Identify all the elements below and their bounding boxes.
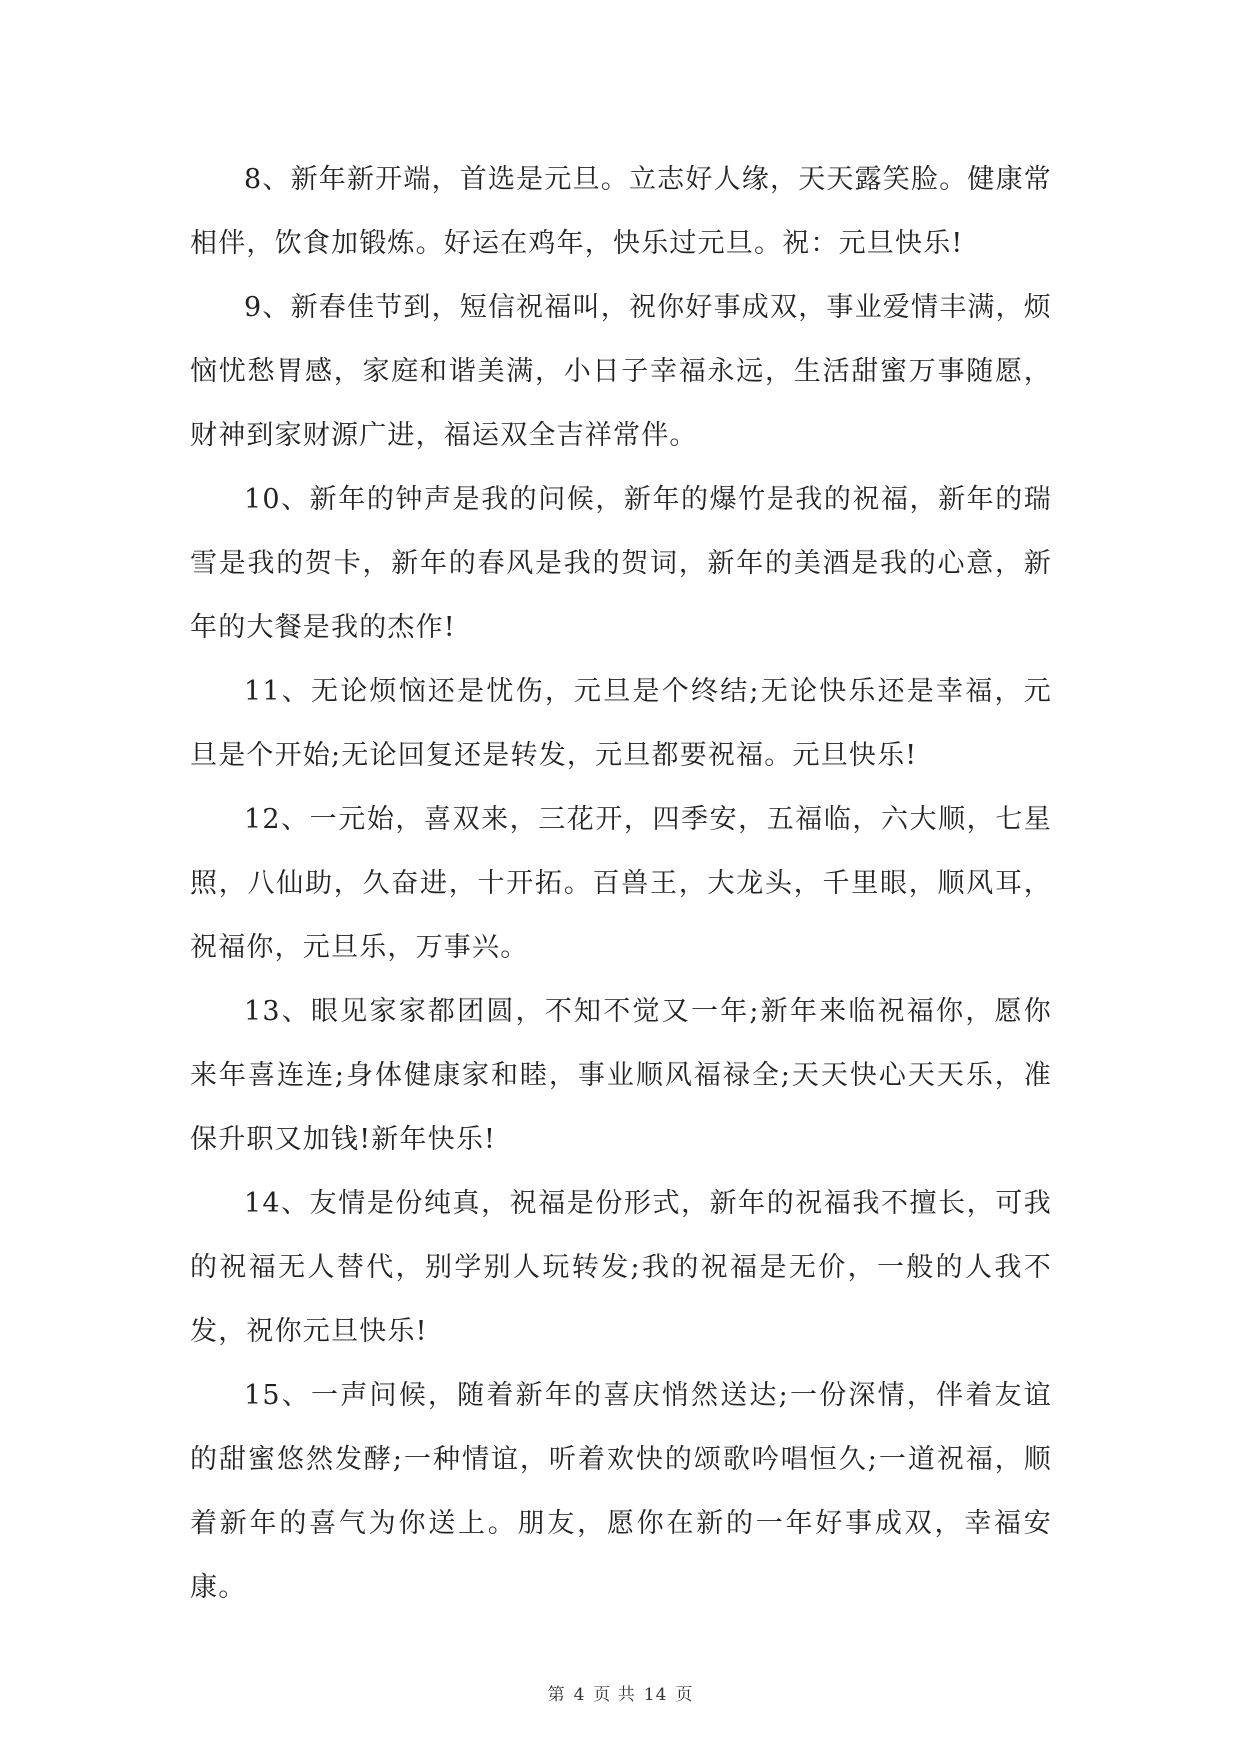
paragraph-13: 13、眼见家家都团圆，不知不觉又一年;新年来临祝福你，愿你来年喜连连;身体健康家和睦，事业顺风福禄全;天天快心天天乐，准保升职又加钱!新年快乐! [190,996,1052,1155]
footer-total-pages: 14 [643,1685,668,1705]
page-footer [0,1680,1241,1705]
paragraph-11: 11、无论烦恼还是忧伤，元旦是个终结;无论快乐还是幸福，元旦是个开始;无论回复还是转发，元旦都要祝福。元旦快乐! [190,676,1052,771]
footer-page-suffix: 页 [675,1685,694,1705]
footer-page-prefix: 第 [547,1685,566,1705]
paragraph-10: 10、新年的钟声是我的问候，新年的爆竹是我的祝福，新年的瑞雪是我的贺卡，新年的春风是我的贺词，新年的美酒是我的心意，新年的大餐是我的杰作! [190,484,1052,643]
paragraph-12: 12、一元始，喜双来，三花开，四季安，五福临，六大顺，七星照，八仙助，久奋进，十开拓。百兽王，大龙头，千里眼，顺风耳，祝福你，元旦乐，万事兴。 [190,804,1052,963]
paragraph-14: 14、友情是份纯真，祝福是份形式，新年的祝福我不擅长，可我的祝福无人替代，别学别人玩转发;我的祝福是无价，一般的人我不发，祝你元旦快乐! [190,1188,1052,1347]
paragraph-9: 9、新春佳节到，短信祝福叫，祝你好事成双，事业爱情丰满，烦恼忧愁胃感，家庭和谐美满，小日子幸福永远，生活甜蜜万事随愿，财神到家财源广进，福运双全吉祥常伴。 [190,292,1052,451]
paragraph-8: 8、新年新开端，首选是元旦。立志好人缘，天天露笑脸。健康常相伴，饮食加锻炼。好运在鸡年，快乐过元旦。祝：元旦快乐! [190,164,1052,259]
footer-page-mid: 页 共 [593,1685,636,1705]
footer-page-number: 4 [573,1685,586,1705]
paragraph-15: 15、一声问候，随着新年的喜庆悄然送达;一份深情，伴着友谊的甜蜜悠然发酵;一种情谊，听着欢快的颂歌吟唱恒久;一道祝福，顺着新年的喜气为你送上。朋友，愿你在新的一年好事成双，幸福安康。 [190,1380,1052,1603]
document-body [190,148,1052,1620]
